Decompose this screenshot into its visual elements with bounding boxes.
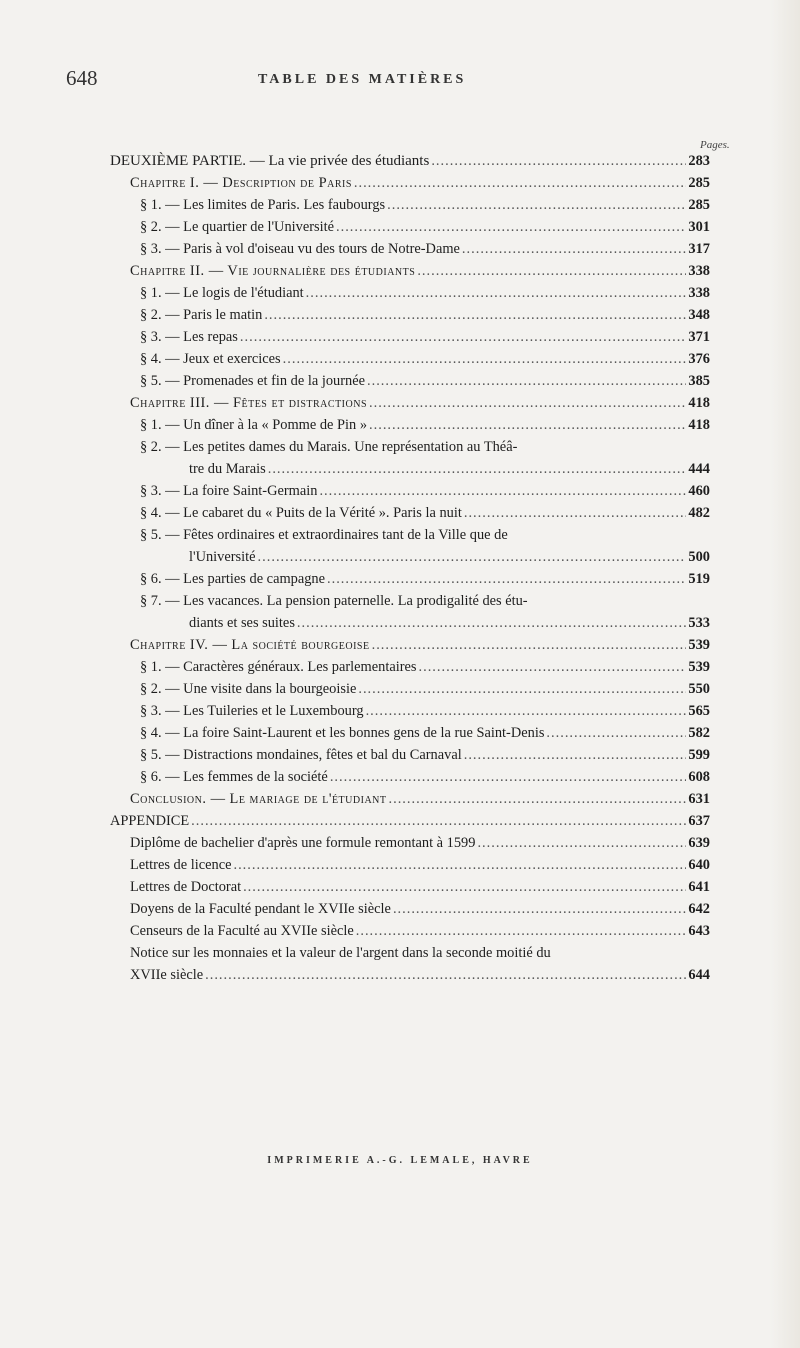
section-entry	[110, 502, 710, 524]
printer-imprint: IMPRIMERIE A.-G. LEMALE, HAVRE	[267, 1155, 533, 1166]
dot-leader	[419, 656, 687, 678]
dot-leader	[258, 546, 687, 568]
dot-leader	[336, 216, 686, 238]
section-entry-label: § 2. — Une visite dans la bourgeoisie	[140, 681, 357, 697]
section-entry	[110, 612, 710, 634]
dot-leader	[240, 326, 686, 348]
section-entry	[110, 282, 710, 304]
appendix-label: APPENDICE	[110, 813, 190, 829]
section-entry-label: § 3. — La foire Saint-Germain	[140, 483, 318, 499]
dot-leader	[233, 854, 686, 876]
dot-leader	[546, 722, 686, 744]
section-entry-page: 500	[688, 549, 710, 565]
chapters-list	[110, 172, 710, 788]
section-entry-label: § 2. — Paris le matin	[140, 307, 263, 323]
section-entry	[110, 216, 710, 238]
appendix-items-list	[110, 832, 710, 986]
section-entry-page: 317	[688, 241, 710, 257]
section-entry	[110, 722, 710, 744]
appendix-item-page: 644	[688, 967, 710, 983]
section-entry-page: 371	[688, 329, 710, 345]
section-entry-page: 533	[688, 615, 710, 631]
dot-leader	[389, 788, 687, 810]
section-entry-page: 301	[688, 219, 710, 235]
dot-leader	[264, 304, 686, 326]
chapter-entry	[110, 634, 710, 656]
appendix-item	[110, 876, 710, 898]
section-entry-label: § 3. — Les repas	[140, 329, 238, 345]
appendix-item	[110, 854, 710, 876]
section-entry-label: § 1. — Caractères généraux. Les parlementaires	[140, 659, 417, 675]
section-entry-page: 348	[688, 307, 710, 323]
section-entry-line: § 2. — Les petites dames du Marais. Une représentation au Théâ-	[140, 439, 518, 455]
appendix-item-page: 639	[688, 835, 710, 851]
section-entry-line: § 5. — Fêtes ordinaires et extraordinaires tant de la Ville que de	[140, 527, 508, 543]
section-entry	[110, 766, 710, 788]
dot-leader	[367, 370, 686, 392]
appendix-item-page: 642	[688, 901, 710, 917]
section-entry-label: § 3. — Paris à vol d'oiseau vu des tours de Notre-Dame	[140, 241, 460, 257]
section-entry	[110, 568, 710, 590]
appendix-page: 637	[688, 813, 710, 829]
appendix-item	[110, 832, 710, 854]
chapter-entry-page: 338	[688, 263, 710, 279]
section-entry-page: 482	[688, 505, 710, 521]
section-entry	[110, 326, 710, 348]
section-entry-label: § 5. — Promenades et fin de la journée	[140, 373, 365, 389]
section-entry	[110, 546, 710, 568]
dot-leader	[417, 260, 686, 282]
dot-leader	[462, 238, 686, 260]
section-entry-page: 550	[688, 681, 710, 697]
chapter-entry-label: Chapitre IV. — La société bourgeoise	[130, 637, 370, 653]
section-entry-label: § 3. — Les Tuileries et le Luxembourg	[140, 703, 364, 719]
dot-leader	[464, 744, 687, 766]
section-entry-label: § 2. — Le quartier de l'Université	[140, 219, 335, 235]
section-entry-page: 444	[688, 461, 710, 477]
running-head: TABLE DES MATIÈRES	[258, 72, 467, 87]
chapter-entry-page: 418	[688, 395, 710, 411]
dot-leader	[369, 414, 686, 436]
section-entry	[110, 480, 710, 502]
dot-leader	[366, 700, 687, 722]
chapter-entry-label: Chapitre II. — Vie journalière des étudiants	[130, 263, 416, 279]
section-entry-line: § 7. — Les vacances. La pension paternelle. La prodigalité des étu-	[140, 593, 528, 609]
dot-leader	[387, 194, 686, 216]
section-entry-page: 338	[688, 285, 710, 301]
section-entry	[110, 414, 710, 436]
section-entry	[110, 238, 710, 260]
dot-leader	[393, 898, 686, 920]
section-entry-label: tre du Marais	[189, 461, 266, 477]
section-entry-label: § 4. — Le cabaret du « Puits de la Vérité ». Paris la nuit	[140, 505, 462, 521]
appendix-item-page: 643	[688, 923, 710, 939]
dot-leader	[268, 458, 687, 480]
section-entry-page: 582	[688, 725, 710, 741]
dot-leader	[330, 766, 687, 788]
dot-leader	[191, 810, 686, 832]
section-entry	[110, 194, 710, 216]
table-of-contents	[110, 150, 710, 986]
part-two-label: DEUXIÈME PARTIE. — La vie privée des étudiants	[110, 153, 430, 169]
pages-column-label: Pages.	[700, 139, 730, 151]
conclusion-entry	[110, 788, 710, 810]
chapter-entry-label: Chapitre III. — Fêtes et distractions	[130, 395, 368, 411]
section-entry	[110, 458, 710, 480]
dot-leader	[356, 920, 687, 942]
chapter-entry-page: 539	[688, 637, 710, 653]
section-entry	[110, 304, 710, 326]
dot-leader	[464, 502, 687, 524]
dot-leader	[283, 348, 687, 370]
appendix-item-line: Notice sur les monnaies et la valeur de l'argent dans la seconde moitié du	[130, 945, 551, 961]
section-entry-page: 460	[688, 483, 710, 499]
appendix-item-label: Censeurs de la Faculté au XVIIe siècle	[130, 923, 354, 939]
appendix-item-page: 640	[688, 857, 710, 873]
conclusion-label: Conclusion. — Le mariage de l'étudiant	[130, 791, 387, 807]
conclusion-page: 631	[688, 791, 710, 807]
section-entry-label: diants et ses suites	[189, 615, 295, 631]
section-entry-page: 376	[688, 351, 710, 367]
appendix-item-label: Diplôme de bachelier d'après une formule remontant à 1599	[130, 835, 476, 851]
section-entry-label: § 1. — Les limites de Paris. Les faubourgs	[140, 197, 386, 213]
appendix-item-label: Doyens de la Faculté pendant le XVIIe siècle	[130, 901, 391, 917]
section-entry-label: § 6. — Les femmes de la société	[140, 769, 328, 785]
section-entry-label: l'Université	[189, 549, 256, 565]
appendix-entry	[110, 810, 710, 832]
section-entry-page: 285	[688, 197, 710, 213]
section-entry	[110, 700, 710, 722]
section-entry	[110, 678, 710, 700]
dot-leader	[327, 568, 686, 590]
section-entry-page: 565	[688, 703, 710, 719]
section-entry	[110, 656, 710, 678]
section-entry-page: 599	[688, 747, 710, 763]
section-entry	[110, 348, 710, 370]
section-entry-label: § 4. — La foire Saint-Laurent et les bonnes gens de la rue Saint-Denis	[140, 725, 545, 741]
dot-leader	[243, 876, 686, 898]
dot-leader	[354, 172, 687, 194]
appendix-item-label: Lettres de Doctorat	[130, 879, 242, 895]
section-entry	[110, 744, 710, 766]
dot-leader	[369, 392, 686, 414]
chapter-entry	[110, 172, 710, 194]
dot-leader	[477, 832, 686, 854]
section-entry-label: § 1. — Le logis de l'étudiant	[140, 285, 304, 301]
section-entry-page: 418	[688, 417, 710, 433]
part-two-entry	[110, 150, 710, 172]
appendix-item	[110, 964, 710, 986]
dot-leader	[205, 964, 686, 986]
section-entry-label: § 4. — Jeux et exercices	[140, 351, 281, 367]
dot-leader	[306, 282, 687, 304]
appendix-item-label: XVIIe siècle	[130, 967, 204, 983]
dot-leader	[372, 634, 687, 656]
appendix-item-label: Lettres de licence	[130, 857, 232, 873]
section-entry-page: 519	[688, 571, 710, 587]
dot-leader	[358, 678, 686, 700]
section-entry-label: § 5. — Distractions mondaines, fêtes et bal du Carnaval	[140, 747, 462, 763]
page-number: 648	[66, 66, 98, 90]
section-entry-label: § 6. — Les parties de campagne	[140, 571, 326, 587]
dot-leader	[319, 480, 686, 502]
appendix-item	[110, 898, 710, 920]
chapter-entry-label: Chapitre I. — Description de Paris	[130, 175, 352, 191]
chapter-entry	[110, 392, 710, 414]
part-two-page: 283	[688, 153, 710, 169]
appendix-item-page: 641	[688, 879, 710, 895]
section-entry-label: § 1. — Un dîner à la « Pomme de Pin »	[140, 417, 368, 433]
dot-leader	[431, 150, 686, 172]
appendix-item	[110, 920, 710, 942]
section-entry-page: 385	[688, 373, 710, 389]
section-entry-page: 608	[688, 769, 710, 785]
section-entry-page: 539	[688, 659, 710, 675]
chapter-entry	[110, 260, 710, 282]
chapter-entry-page: 285	[688, 175, 710, 191]
dot-leader	[297, 612, 686, 634]
section-entry	[110, 370, 710, 392]
page-edge-shading	[770, 0, 800, 1348]
